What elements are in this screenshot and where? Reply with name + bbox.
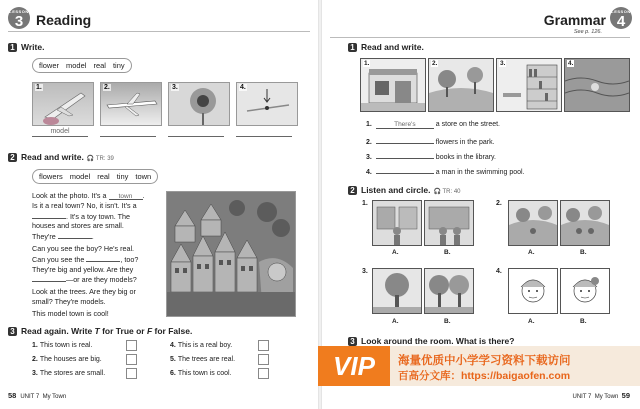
word-bank-item: real: [93, 61, 106, 70]
tf-item: 4. This is a real boy.: [170, 342, 233, 349]
word-bank: [32, 169, 158, 184]
tf-answer-box[interactable]: [258, 368, 269, 379]
section-number: 1: [8, 43, 17, 52]
photo-real-plane: [100, 82, 162, 126]
scene-store: [360, 58, 426, 112]
scene-number: 1.: [364, 60, 370, 67]
blank-answer[interactable]: [376, 136, 434, 144]
passage-line: . It's a toy town. The: [32, 211, 164, 222]
option-a[interactable]: A.: [392, 249, 399, 256]
unit-name: My Town: [42, 394, 67, 400]
grammar-sentence: 4. a man in the swimming pool.: [366, 166, 525, 176]
listen-item-number: 1.: [362, 200, 368, 207]
answer-line-3[interactable]: [168, 128, 224, 137]
page-footer: [572, 391, 630, 400]
listen-picture-4a[interactable]: [508, 268, 558, 314]
word-bank-item: tiny: [116, 172, 129, 181]
word-bank-item: model: [66, 61, 87, 70]
model-town-illustration: [167, 192, 295, 316]
tf-item: 3. The stores are small.: [32, 370, 106, 377]
lesson-word: LESSON: [9, 9, 29, 14]
photo-number: 4.: [240, 84, 246, 91]
park-illustration: [429, 59, 493, 111]
answer-line-4[interactable]: [236, 128, 292, 137]
section-3-heading: 3 Read again. Write T for True or F for False.: [8, 326, 192, 336]
blank-answer[interactable]: town: [109, 192, 143, 200]
scene-library: [496, 58, 562, 112]
audio-track[interactable]: 🎧 TR: 39: [86, 156, 114, 162]
section-number: 3: [348, 337, 357, 346]
blank-answer[interactable]: [58, 231, 92, 239]
passage-line: Can you see the boy? He's real.: [32, 243, 135, 253]
blank-answer[interactable]: [86, 254, 120, 262]
audio-track[interactable]: 🎧 TR: 40: [433, 189, 461, 195]
option-a[interactable]: A.: [528, 249, 535, 256]
lesson-word: LESSON: [611, 9, 631, 14]
listen-picture-3a[interactable]: [372, 268, 422, 314]
photo-model-town: [166, 191, 296, 317]
blank-answer[interactable]: There's: [376, 121, 434, 129]
promo-banner[interactable]: [318, 346, 640, 386]
listen-item-number: 4.: [496, 268, 502, 275]
scene-number: 4.: [568, 60, 574, 67]
passage-line: They're .: [32, 232, 94, 242]
photo-tiny-insect: [236, 82, 298, 126]
pool-illustration: [565, 59, 629, 111]
banner-link[interactable]: 百高分文库：https://baigaofen.com: [398, 370, 571, 382]
lesson-number: 3: [14, 13, 24, 30]
photo-number: 2.: [104, 84, 110, 91]
page-number: 58: [8, 391, 17, 400]
grammar-sentence: 2. flowers in the park.: [366, 136, 495, 146]
library-illustration: [497, 59, 561, 111]
section-2-heading: [348, 185, 461, 195]
option-b[interactable]: B.: [580, 318, 587, 325]
title-divider: [330, 37, 630, 38]
scene-park: [428, 58, 494, 112]
section-3-heading: [348, 336, 514, 346]
tf-answer-box[interactable]: [126, 368, 137, 379]
listen-picture-2a[interactable]: [508, 200, 558, 246]
answer-line-1[interactable]: model: [32, 128, 88, 137]
word-bank-item: real: [97, 172, 110, 181]
passage-line: Look at the trees. Are they big or: [32, 287, 136, 297]
lesson-badge: [610, 7, 632, 29]
section-title: Read and write.: [361, 42, 424, 52]
scene-number: 2.: [432, 60, 438, 67]
tf-answer-box[interactable]: [126, 340, 137, 351]
listen-picture-2b[interactable]: [560, 200, 610, 246]
page-title: Grammar: [543, 12, 606, 28]
tf-item: 2. The houses are big.: [32, 356, 102, 363]
section-2-heading: [8, 152, 114, 162]
section-title: Look around the room. What is there?: [361, 336, 515, 346]
passage-line: houses and stores are small.: [32, 221, 124, 231]
option-a[interactable]: A.: [392, 318, 399, 325]
title-divider: [8, 31, 310, 32]
photo-number: 1.: [36, 84, 42, 91]
photo-flower: [168, 82, 230, 126]
tf-item: 5. The trees are real.: [170, 356, 236, 363]
word-bank-item: model: [69, 172, 91, 181]
option-a[interactable]: A.: [528, 318, 535, 325]
tf-answer-box[interactable]: [126, 354, 137, 365]
passage-line: Can you see the , too?: [32, 254, 139, 264]
track-label: TR: 40: [442, 189, 461, 195]
section-1-heading: [8, 42, 44, 52]
section-number: 3: [8, 327, 17, 336]
tf-item: 6. This town is cool.: [170, 370, 232, 377]
page-footer: [8, 391, 66, 400]
listen-item-number: 3.: [362, 268, 368, 275]
passage-line: —or are they models?: [32, 274, 164, 285]
photo-number: 3.: [172, 84, 178, 91]
option-b[interactable]: B.: [444, 318, 451, 325]
photo-toy-plane: [32, 82, 94, 126]
option-b[interactable]: B.: [444, 249, 451, 256]
see-page-reference: See p. 126.: [573, 29, 602, 35]
blank-answer[interactable]: [32, 211, 66, 219]
vip-logo: VIP: [318, 346, 390, 386]
section-title: Listen and circle.: [361, 185, 431, 195]
lesson-badge: [8, 7, 30, 29]
tf-answer-box[interactable]: [258, 354, 269, 365]
reading-passage: [32, 191, 164, 319]
lesson-number: 4: [616, 13, 626, 30]
word-bank-item: town: [135, 172, 152, 181]
word-bank: [32, 58, 132, 73]
tf-answer-box[interactable]: [258, 340, 269, 351]
blank-answer[interactable]: [32, 274, 66, 282]
unit-name: My Town: [594, 394, 619, 400]
passage-line: They're big and yellow. Are they: [32, 264, 134, 274]
passage-line: Is it a real town? No, it isn't. It's a: [32, 200, 137, 210]
unit-label: UNIT 7: [20, 394, 40, 400]
section-number: 2: [348, 186, 357, 195]
section-number: 2: [8, 153, 17, 162]
word-bank-item: flower: [39, 61, 60, 70]
store-illustration: [361, 59, 425, 111]
section-title: Write.: [21, 42, 45, 52]
blank-answer[interactable]: [376, 166, 434, 174]
word-bank-item: tiny: [112, 61, 125, 70]
word-bank-item: flowers: [39, 172, 63, 181]
grammar-sentence: 1. There's a store on the street.: [366, 121, 500, 128]
listen-picture-1a[interactable]: [372, 200, 422, 246]
listen-picture-3b[interactable]: [424, 268, 474, 314]
track-label: TR: 39: [95, 156, 114, 162]
scene-number: 3.: [500, 60, 506, 67]
tf-item: 1. This town is real.: [32, 342, 93, 349]
grammar-sentence: 3. books in the library.: [366, 151, 496, 161]
section-number: 1: [348, 43, 357, 52]
passage-line: This model town is cool!: [32, 308, 109, 318]
passage-line: Look at the photo. It's a town .: [32, 191, 145, 200]
page-title: Reading: [36, 12, 92, 28]
blank-answer[interactable]: [376, 151, 434, 159]
listen-picture-4b[interactable]: [560, 268, 610, 314]
answer-line-2[interactable]: [100, 128, 156, 137]
listen-picture-1b[interactable]: [424, 200, 474, 246]
true-letter: T: [94, 326, 100, 336]
banner-line-1: 海量优质中小学学习资料下载访问: [398, 355, 571, 367]
passage-line: small? They're models.: [32, 296, 106, 306]
scene-swimming-pool: [564, 58, 630, 112]
page-number: 59: [621, 391, 630, 400]
section-1-heading: [348, 42, 424, 52]
listen-item-number: 2.: [496, 200, 502, 207]
section-title: Read and write.: [21, 152, 84, 162]
false-letter: F: [146, 326, 153, 336]
unit-label: UNIT 7: [572, 394, 592, 400]
option-b[interactable]: B.: [580, 249, 587, 256]
